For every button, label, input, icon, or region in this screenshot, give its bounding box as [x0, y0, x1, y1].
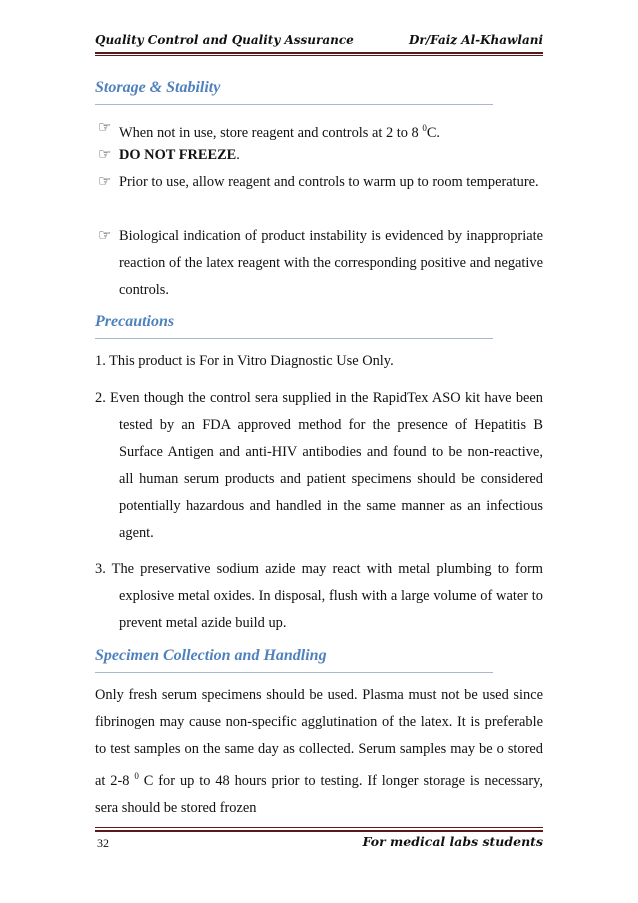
bullet-text-end: .	[236, 147, 240, 163]
heading-precautions: Precautions	[95, 313, 175, 330]
precaution-2: 2. Even though the control sera supplied in the RapidTex ASO kit have been tested by an FDA approved method for the presence of Hepatitis B Surface Antigen and anti-HIV antibodies and found to be non-reactive, all human serum products and patient specimens should be considered potentially hazardous and handled in the same manner as an infectious agent.	[95, 390, 543, 541]
header-rule-thick	[95, 52, 543, 54]
bold-warning: DO NOT FREEZE	[119, 147, 237, 163]
specimen-text-end: C for up to 48 hours prior to testing. If longer storage is necessary, sera should be stored frozen	[95, 772, 544, 816]
specimen-text: Only fresh serum specimens should be used. Plasma must not be used since fibrinogen may cause non-specific agglutination of the latex. It is preferable to test samples on the same day as collected. Serum samples may be o stored at 2-8	[95, 687, 543, 789]
header-rule-thin	[95, 55, 543, 56]
precaution-3: 3. The preservative sodium azide may react with metal plumbing to form explosive metal oxides. In disposal, flush with a large volume of water to prevent metal azide build up.	[95, 561, 543, 631]
heading-rule	[95, 104, 493, 105]
heading-storage: Storage & Stability	[95, 79, 221, 96]
heading-rule	[95, 672, 493, 673]
footer-rule-thick	[95, 830, 543, 832]
header-course-title: Quality Control and Quality Assurance	[95, 33, 354, 47]
bullet-do-not-freeze	[119, 142, 543, 169]
precaution-1: 1. This product is For in Vitro Diagnostic Use Only.	[95, 353, 394, 369]
header-author: Dr/Faiz Al-Khawlani	[408, 33, 543, 47]
footer-rule-thin	[95, 827, 543, 828]
running-header	[95, 33, 543, 53]
pointing-hand-icon: ☞	[98, 228, 112, 244]
footer-audience: For medical labs students	[362, 834, 543, 849]
heading-specimen: Specimen Collection and Handling	[95, 647, 327, 664]
superscript: 0	[422, 123, 427, 133]
pointing-hand-icon: ☞	[98, 174, 112, 190]
bullet-text-end: C.	[426, 124, 441, 141]
specimen-paragraph	[95, 682, 543, 822]
page-number: 32	[97, 836, 109, 850]
superscript: 0	[134, 771, 139, 781]
pointing-hand-icon: ☞	[98, 120, 112, 136]
pointing-hand-icon: ☞	[98, 147, 112, 163]
bullet-instability: Biological indication of product instability is evidenced by inappropriate reaction of the latex reagent with the corresponding positive and negative controls.	[119, 228, 543, 298]
bullet-warm-up: Prior to use, allow reagent and controls to warm up to room temperature.	[119, 174, 539, 190]
heading-rule	[95, 338, 493, 339]
bullet-text: When not in use, store reagent and controls at 2 to 8	[119, 124, 423, 141]
